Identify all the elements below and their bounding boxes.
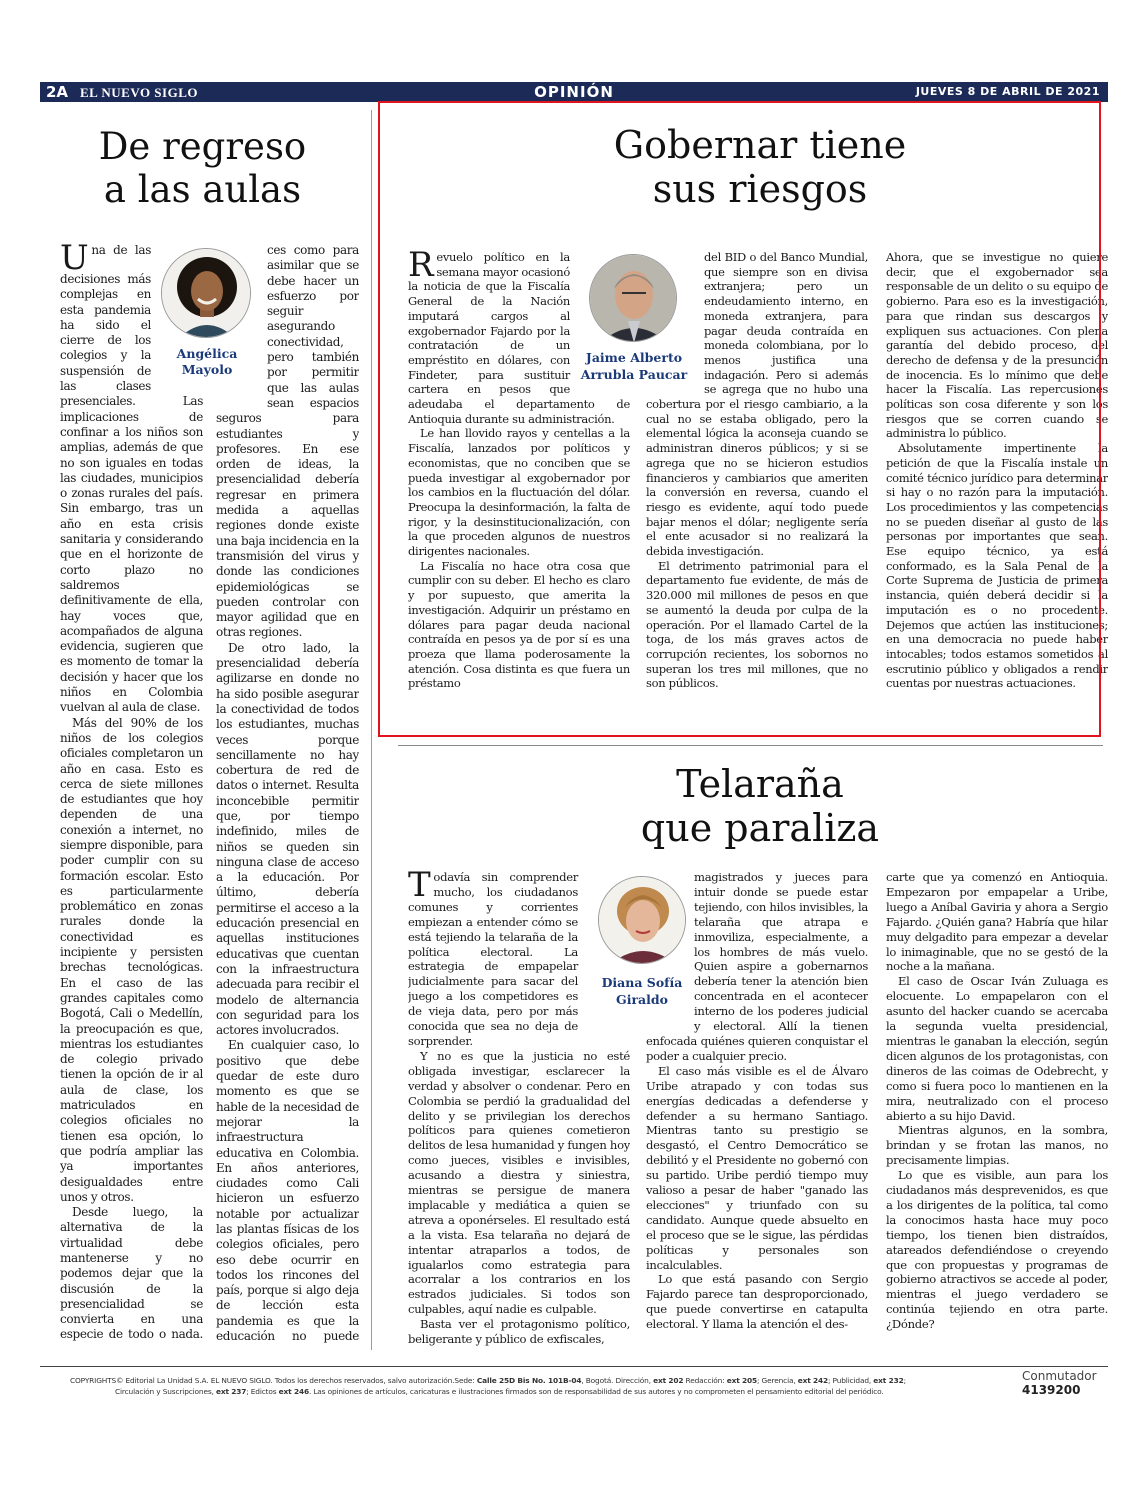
section-divider <box>398 745 1103 746</box>
footer-line-1: COPYRIGHTS© Editorial La Unidad S.A. EL NUEVO SIGLO. Todos los derechos reservados, salvo autorización.Sede: Calle 25D Bis No. 101B-04, Bogotá. Dirección, ext 202 Redacción: ext 205; Gerencia, ext 242; Publicidad, ext 232; <box>70 1376 906 1385</box>
article1-title-line2: a las aulas <box>103 167 302 211</box>
footer-line-2: Circulación y Suscripciones, ext 237; Edictos ext 246. Las opiniones de artículos, caricaturas e ilustraciones firmados son de responsabilidad de sus autores y no comprometen el pensamiento editorial del periódico. <box>115 1387 884 1396</box>
article1-title <box>60 126 345 211</box>
page-number: 2A <box>46 83 69 101</box>
article1-paragraph: De otro lado, la presencialidad debería agilizarse en donde no ha sido posible asegurar la conectividad de todos los estudiantes, muchas veces porque sencillamente no hay cobertura de red de datos o internet. Resulta inconcebible permitir que, por tiempo indefinido, miles de niños se queden sin ninguna clase de acceso a la educación. Por último, debería permitirse el acceso a la educación presencial en aquellas instituciones educativas que cuentan con la infraestructura adecuada para recibir el modelo de alternancia con seguridad para los actores involucrados. <box>216 640 359 1038</box>
article3-column-3 <box>886 870 1108 1350</box>
article3-paragraph: Lo que está pasando con Sergio Fajardo parece tan desproporcionado, que puede convertirse en catapulta electoral. Y llama la atención el des- <box>646 1272 868 1332</box>
article2-paragraph: La Fiscalía no hace otra cosa que cumplir con su deber. El hecho es claro y por supuesto, que amerita la investigación. Adquirir un préstamo en dólares para pagar deuda nacional contraída en pesos ya de por sí es una proeza que llama poderosamente la atención. Cosa distinta es que fuera un préstamo <box>408 558 630 691</box>
article2-paragraph: Absolutamente impertinente la petición de que la Fiscalía instale un comité técnico jurídico para determinar si hay o no razón para la imputación. Los procedimientos y las competencias no se pueden diseñar al gusto de las personas por importantes que sean. Ese equipo técnico, ya está conformado, es la Sala Penal de la Corte Suprema de Justicia de primera instancia, quién deberá decidir si la imputación es o no procedente. Dejemos que actúen las instituciones; en una democracia no puede haber intocables; todos estamos sometidos al escrutinio público y obligados a rendir cuentas por nuestras actuaciones. <box>886 441 1108 691</box>
footer-divider <box>40 1366 1108 1367</box>
article3-paragraph: El caso de Oscar Iván Zuluaga es elocuente. Lo empapelaron con el asunto del hacker cuando se acercaba la segunda vuelta presidencial, mientras le ganaban la elección, según dicen algunos de los protagonistas, con dineros de las coimas de Odebrecht, y como si fuera poco lo mantienen en la mira, neutralizado con el proceso abierto a su hijo David. <box>886 974 1108 1123</box>
article3-paragraph: El caso más visible es el de Álvaro Uribe atrapado y con todas sus energías dedicadas a defenderse y defender a su hermano Santiago. Mientras tanto su prestigio se desgastó, el Centro Democrático se debilitó y el Presidente no gobernó con su partido. Uribe perdió tiempo muy valioso a pesar de haber "ganado las elecciones" y triunfado con su candidato. Aunque quede absuelto en el proceso que se le sigue, las pérdidas políticas y personales son incalculables. <box>646 1063 868 1272</box>
article1-column-right <box>216 243 359 1343</box>
issue-date: JUEVES 8 DE ABRIL DE 2021 <box>915 85 1100 98</box>
article1-author-name: Angélica Mayolo <box>176 346 238 377</box>
article2-title <box>430 124 1090 211</box>
footer-credits <box>70 1375 970 1397</box>
article1-paragraph: Una de las decisiones más complejas en esta pandemia ha sido el cierre de los colegios y la suspensión de las clases presenciales. Las implicaciones de confinar a los niños son amplias, además de que no son iguales en todas las ciudades, municipios o zonas rurales del país. Sin embargo, tras un año en esta crisis sanitaria y considerando que en el horizonte de corto plazo no saldremos definitivamente de ella, hay voces que, acompañados de alguna evidencia, sugieren que es momento de tomar la decisión y hacer que los niños en Colombia vuelvan al aula de clase. <box>60 243 203 715</box>
article2-column-1 <box>408 250 630 730</box>
article3-column-2 <box>646 870 868 1350</box>
article2-title-line2: sus riesgos <box>652 166 868 211</box>
drop-cap: R <box>408 250 434 285</box>
section-title: OPINIÓN <box>534 83 614 101</box>
article1-paragraph: En cualquier caso, lo positivo que debe quedar de este duro momento es que se hable de la necesidad de mejorar la infraestructura educativa en Colombia. En años anteriores, ciudades como Cali hicieron un esfuerzo notable por actualizar las plantas físicas de los colegios oficiales, pero eso debe ocurrir en todos los rincones del país, porque si algo deja de lección esta pandemia es que la educación no puede <box>216 1038 359 1343</box>
article2-author-name: Jaime Alberto Arrubla Paucar <box>580 350 688 382</box>
switchboard-number: 4139200 <box>1022 1383 1081 1397</box>
article1-column-left <box>60 243 203 1343</box>
article3-author-name: Diana Sofía Giraldo <box>601 975 683 1007</box>
article1-title-line1: De regreso <box>98 125 307 168</box>
article3-paragraph: magistrados y jueces para intuir donde se puede estar tejiendo, con hilos invisibles, la telaraña que atrapa e inmoviliza, especialmente, a los hombres de más vuelo. Quien aspire a gobernarnos debería tener la atención bien concentrada en el acontecer interno de los poderes judicial y electoral. Allí la tienen enfocada quiénes quieren conquistar el poder a cualquier precio. <box>646 870 868 1063</box>
article2-title-line1: Gobernar tiene <box>613 123 907 167</box>
article2-paragraph: del BID o del Banco Mundial, que siempre son en divisa extranjera; pero un endeudamiento interno, en moneda extranjera, para pagar deuda contraída en moneda colombiana, por lo menos justifica una indagación. Pero si además se agrega que no hubo una cobertura por el riesgo cambiario, a la cual no se estaba obligado, pero la elemental lógica la aconseja cuando se administran dineros públicos; y si se agrega que no se hicieron estudios financieros y cambiarios que ameriten la conversión en reversa, cuando el riesgo es evidente, aquí todo puede bajar menos el dólar; negligente sería el ente acusador si no realizará la debida investigación. <box>646 250 868 559</box>
article2-column-3 <box>886 250 1108 730</box>
article1-paragraph: Más del 90% de los niños de los colegios oficiales completaron un año en casa. Esto es cerca de siete millones de estudiantes que hoy dependen de una conexión a internet, no siempre disponible, para poder cumplir con su formación escolar. Esto es particularmente problemático en zonas rurales donde la conectividad es incipiente y persisten brechas tecnológicas. En el caso de las grandes capitales como Bogotá, Cali o Medellín, la preocupación es que, mientras los estudiantes de colegio privado tienen la opción de ir al aula de clase, los matriculados en colegios oficiales no tienen esa opción, lo que podría ampliar las ya importantes desigualdades entre unos y otros. <box>60 715 203 1204</box>
article1-paragraph: ces como para asimilar que se debe hacer un esfuerzo por seguir asegurando conectividad, pero también por permitir que las aulas sean espacios seguros para estudiantes y profesores. En ese orden de ideas, la presencialidad debería regresar en primera medida a aquellas regiones donde existe una baja incidencia en la transmisión del virus y donde las condiciones epidemiológicas se pueden controlar con mayor agilidad que en otras regiones. <box>216 243 359 640</box>
column-divider <box>371 110 372 1350</box>
article2-paragraph: Le han llovido rayos y centellas a la Fiscalía, lanzados por políticos y economistas, que no conciben que se pueda investigar al exgobernador por los cambios en la fluctuación del dólar. Preocupa la desinformación, la falta de rigor, y la desinstitucionalización, con la que proceden algunos de nuestros dirigentes nacionales. <box>408 426 630 559</box>
article3-title <box>430 763 1090 850</box>
article3-paragraph: Mientras algunos, en la sombra, brindan y se frotan las manos, no precisamente limpias. <box>886 1123 1108 1168</box>
article3-paragraph: Y no es que la justicia no esté obligada investigar, esclarecer la verdad y absolver o condenar. Pero en Colombia se perdió la gradualidad del delito y se privilegian los derechos políticos para quienes cometieron delitos de lesa humanidad y fungen hoy como jueces, visibles e invisibles, acusando a diestra y siniestra, mientras se persigue de manera implacable y mediática a quien se atreva a oponérseles. El resultado está a la vista. Esa telaraña no dejará de intentar atraparlos a todos, de igualarlos como estrategia para acorralar a los contrarios en los estrados judiciales. Si todos son culpables, aquí nadie es culpable. <box>408 1048 630 1317</box>
switchboard <box>1022 1369 1097 1397</box>
article1-paragraph: Desde luego, la alternativa de la virtualidad debe mantenerse y no podemos dejar que la discusión de la presencialidad se convierta en una especie de todo o nada. <box>60 1205 203 1342</box>
article3-paragraph: Basta ver el protagonismo político, beligerante y público de exfiscales, <box>408 1317 630 1347</box>
article3-title-line2: que paraliza <box>640 805 880 850</box>
article2-paragraph: Revuelo político en la semana mayor ocasionó la noticia de que la Fiscalía General de la Nación imputará cargos al exgobernador Fajardo por la contratación de un empréstito en dólares, con Findeter, para sustituir cartera en pesos que adeudaba el departamento de Antioquia durante su administración. <box>408 250 630 426</box>
article3-paragraph: carte que ya comenzó en Antioquia. Empezaron por empapelar a Uribe, luego a Aníbal Gaviria y ahora a Sergio Fajardo. ¿Quién gana? Habría que hilar muy delgadito para empezar a develar lo inimaginable, que no se gestó de la noche a la mañana. <box>886 870 1108 974</box>
article2-column-2 <box>646 250 868 730</box>
page-header-bar <box>40 82 1108 102</box>
article3-paragraph: Lo que es visible, aun para los ciudadanos más desprevenidos, es que a los dirigentes de la política, tal como la conocimos hasta hace muy poco tiempo, los tienen bien distraídos, atareados defendiéndose o creyendo que con propuestas y programas de gobierno atractivos se accede al poder, mientras el juego verdadero se continúa tejiendo en otra parte. ¿Dónde? <box>886 1168 1108 1332</box>
article3-paragraph: Todavía sin comprender mucho, los ciudadanos comunes y corrientes empiezan a entender cómo se está tejiendo la telaraña de la política electoral. La estrategia de empapelar judicialmente para sacar del juego a los competidores es de vieja data, pero por más conocida que sea no deja de sorprender. <box>408 870 578 1048</box>
article2-paragraph: El detrimento patrimonial para el departamento fue evidente, de más de 320.000 mil millones de pesos en que se aumentó la deuda por culpa de la operación. Por el llamado Cartel de la toga, de los más graves actos de corrupción recientes, los sobornos no superan los tres mil millones, que no son públicos. <box>646 558 868 691</box>
drop-cap: U <box>60 243 89 278</box>
article3-column-1 <box>408 870 630 1350</box>
article3-title-line1: Telaraña <box>676 762 844 806</box>
switchboard-label: Conmutador <box>1022 1369 1097 1383</box>
article2-paragraph: Ahora, que se investigue no quiere decir, que el exgobernador sea responsable de un delito o su equipo de gobierno. Para eso es la investigación, para que rindan sus descargos y expliquen sus actuaciones. Con plena garantía del debido proceso, del derecho de defensa y de la presunción de inocencia. Es lo mínimo que debe hacer la Fiscalía. Las repercusiones políticas son cosa diferente y son los riesgos que se corren cuando se administra lo público. <box>886 250 1108 441</box>
drop-cap: T <box>408 870 431 905</box>
newspaper-brand: EL NUEVO SIGLO <box>80 85 198 100</box>
